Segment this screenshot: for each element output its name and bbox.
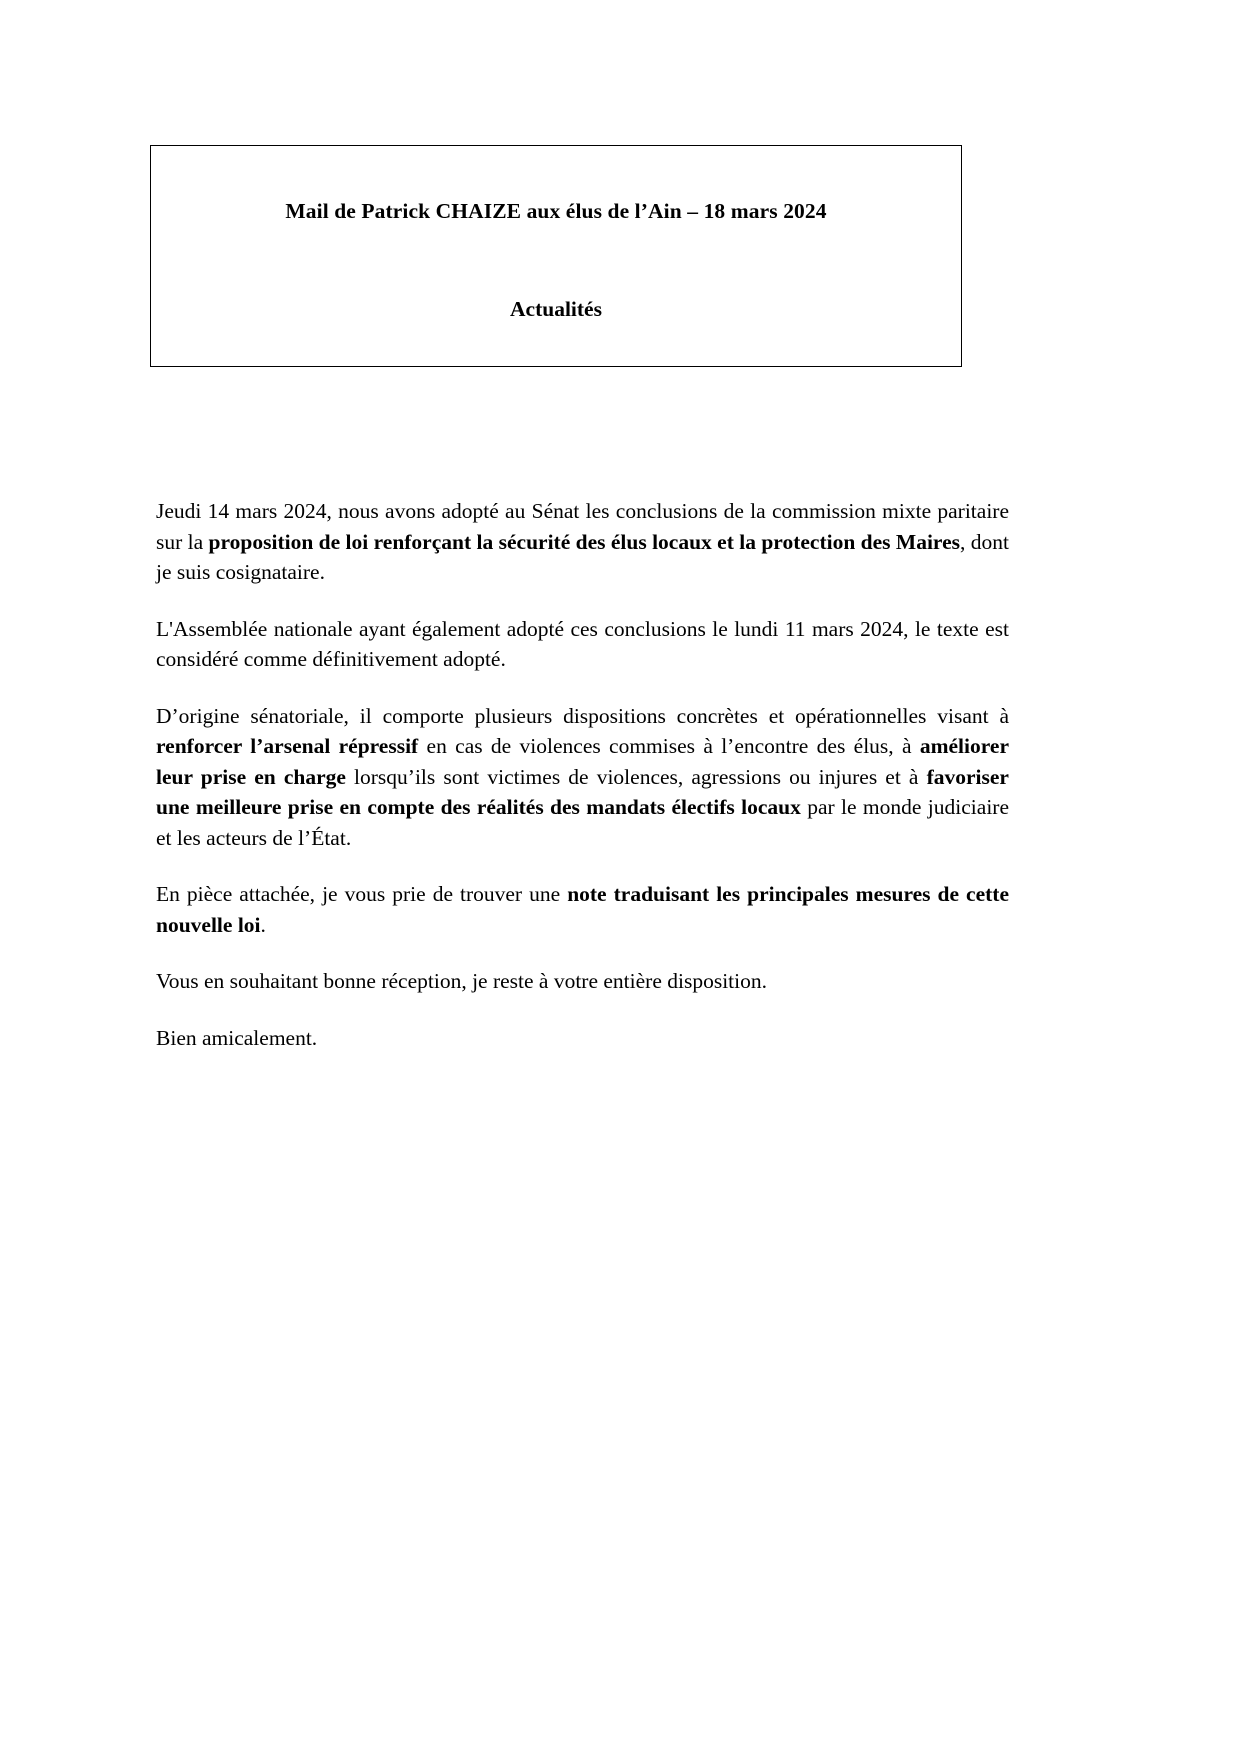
emphasis-text: note traduisant les principales mesures de cette nouvelle loi — [156, 882, 1009, 937]
body-text: en cas de violences commises à l’encontre des élus, à — [418, 734, 920, 759]
body-text: En pièce attachée, je vous prie de trouver une — [156, 882, 568, 907]
body-text: . — [260, 912, 266, 937]
paragraph-p1 — [156, 496, 1009, 588]
body-text: , dont je suis cosignataire. — [156, 529, 1009, 585]
emphasis-text: renforcer l’arsenal répressif — [156, 734, 419, 759]
document-body — [156, 496, 1009, 1053]
body-text: Jeudi 14 mars 2024, nous avons adopté au Sénat les conclusions de la commission mixte paritaire sur la — [156, 499, 1009, 554]
emphasis-text: favoriser une meilleure prise en compte des réalités des mandats électifs locaux — [156, 764, 1009, 820]
emphasis-text: proposition de loi renforçant la sécurité des élus locaux et la protection des Maires — [208, 529, 960, 554]
body-text: Bien amicalement. — [156, 1025, 318, 1050]
paragraph-p6 — [156, 1023, 1009, 1054]
paragraph-p3 — [156, 701, 1009, 854]
body-text: Vous en souhaitant bonne réception, je reste à votre entière disposition. — [156, 969, 767, 994]
paragraph-p5 — [156, 966, 1009, 997]
document-subtitle: Actualités — [510, 297, 602, 321]
emphasis-text: améliorer leur prise en charge — [156, 734, 1009, 789]
paragraph-p2 — [156, 614, 1009, 675]
body-text: D’origine sénatoriale, il comporte plusieurs dispositions concrètes et opérationnelles visant à — [156, 703, 1009, 728]
header-box — [150, 145, 962, 367]
body-text: lorsqu’ils sont victimes de violences, agressions ou injures et à — [345, 764, 927, 789]
document-title: Mail de Patrick CHAIZE aux élus de l’Ain – 18 mars 2024 — [285, 199, 827, 223]
body-text: par le monde judiciaire et les acteurs de l’État. — [156, 795, 1009, 850]
body-text: L'Assemblée nationale ayant également adopté ces conclusions le lundi 11 mars 2024, le texte est considéré comme définitivement adopté. — [156, 616, 1009, 672]
paragraph-p4 — [156, 879, 1009, 940]
